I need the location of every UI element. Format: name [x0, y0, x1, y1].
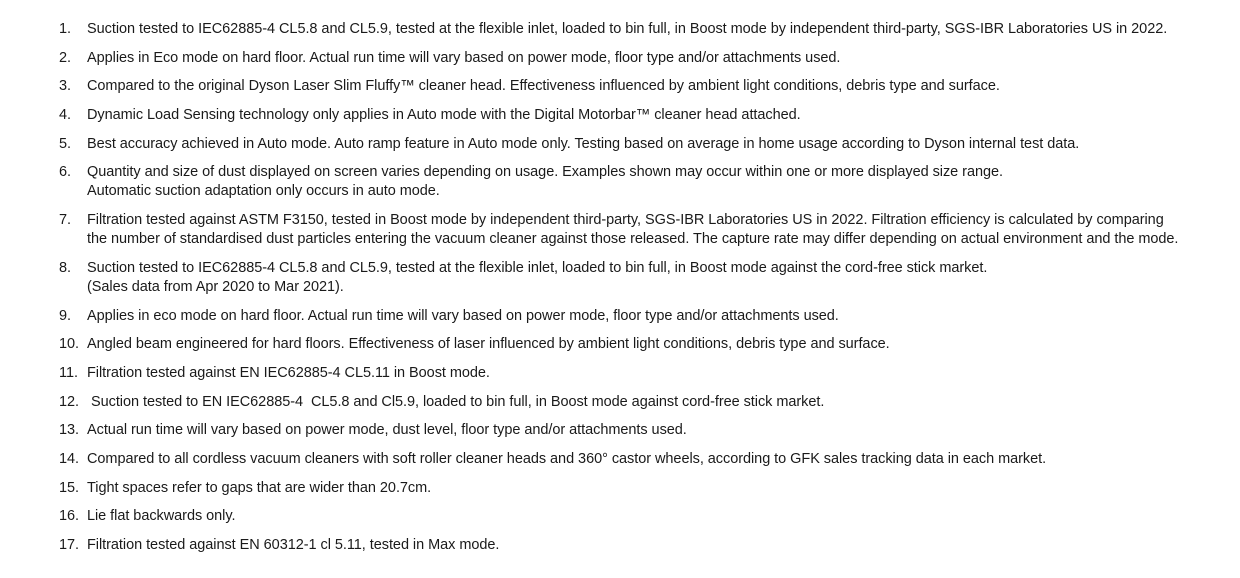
footnote-line: Suction tested to EN IEC62885-4 CL5.8 and Cl5.9, loaded to bin full, in Boost mode against cord-free stick market. — [87, 393, 825, 410]
footnote-line: Angled beam engineered for hard floors. Effectiveness of laser influenced by ambient light conditions, debris type and surface. — [87, 336, 890, 353]
footnote-number: 4. — [59, 107, 71, 124]
footnote-item — [59, 421, 1229, 440]
footnote-number: 8. — [59, 259, 71, 276]
footnote-text — [87, 335, 1229, 354]
footnote-line: Tight spaces refer to gaps that are wider than 20.7cm. — [87, 479, 432, 496]
footnote-number: 7. — [59, 212, 71, 229]
footnote-line: Compared to all cordless vacuum cleaners with soft roller cleaner heads and 360° castor wheels, according to GFK sales tracking data in each market. — [87, 450, 1047, 467]
footnote-line: Applies in eco mode on hard floor. Actual run time will vary based on power mode, floor type and/or attachments used. — [87, 307, 839, 324]
footnote-line: Suction tested to IEC62885-4 CL5.8 and CL5.9, tested at the flexible inlet, loaded to bin full, in Boost mode against the cord-free stick market. — [87, 259, 988, 276]
footnote-text — [87, 211, 1229, 249]
footnote-item — [59, 479, 1229, 498]
footnote-number: 12. — [59, 393, 80, 410]
footnote-line: Automatic suction adaptation only occurs in auto mode. — [87, 183, 440, 200]
footnote-item — [59, 77, 1229, 96]
footnote-text — [87, 364, 1229, 383]
footnote-text — [87, 421, 1229, 440]
footnote-line: Suction tested to IEC62885-4 CL5.8 and CL5.9, tested at the flexible inlet, loaded to bin full, in Boost mode by independent third-party, SGS-IBR Laboratories US in 2022. — [87, 21, 1168, 37]
footnote-item — [59, 259, 1229, 297]
footnote-number: 9. — [59, 307, 71, 324]
footnote-item — [59, 106, 1229, 125]
footnote-line: Filtration tested against ASTM F3150, tested in Boost mode by independent third-party, SGS-IBR Laboratories US in 2022. Filtration efficiency is calculated by comparing — [87, 212, 1164, 229]
footnote-item — [59, 450, 1229, 469]
footnote-item — [59, 335, 1229, 354]
footnote-number: 1. — [59, 21, 71, 37]
footnote-text — [87, 507, 1229, 526]
footnote-item — [59, 163, 1229, 201]
footnote-item — [59, 364, 1229, 383]
footnote-number: 16. — [59, 508, 80, 525]
footnote-line: Dynamic Load Sensing technology only applies in Auto mode with the Digital Motorbar™ cleaner head attached. — [87, 107, 801, 124]
footnote-line: the number of standardised dust particles entering the vacuum cleaner against those released. The capture rate may differ depending on actual environment and the mode. — [87, 231, 1179, 248]
footnote-text — [87, 307, 1229, 326]
footnote-text — [87, 163, 1229, 201]
footnote-line: Best accuracy achieved in Auto mode. Auto ramp feature in Auto mode only. Testing based on average in home usage according to Dyson internal test data. — [87, 135, 1080, 152]
footnote-text — [87, 20, 1229, 39]
footnote-text — [87, 479, 1229, 498]
footnote-item — [59, 49, 1229, 68]
footnote-line: Quantity and size of dust displayed on screen varies depending on usage. Examples shown may occur within one or more displayed size range. — [87, 164, 1003, 181]
footnote-item — [59, 393, 1229, 412]
footnote-item — [59, 536, 1229, 555]
footnote-text — [87, 393, 1229, 412]
footnote-number: 10. — [59, 336, 80, 353]
footnote-line: Filtration tested against EN IEC62885-4 CL5.11 in Boost mode. — [87, 364, 490, 381]
footnote-item — [59, 211, 1229, 249]
footnote-line: Lie flat backwards only. — [87, 508, 236, 525]
footnote-item — [59, 20, 1229, 39]
footnote-line: (Sales data from Apr 2020 to Mar 2021). — [87, 278, 344, 295]
footnote-number: 6. — [59, 164, 71, 181]
footnote-number: 3. — [59, 78, 71, 95]
footnote-number: 14. — [59, 450, 80, 467]
footnote-number: 13. — [59, 422, 80, 439]
footnote-item — [59, 507, 1229, 526]
footnote-text — [87, 135, 1229, 154]
footnote-line: Applies in Eco mode on hard floor. Actual run time will vary based on power mode, floor type and/or attachments used. — [87, 49, 841, 66]
footnote-number: 15. — [59, 479, 80, 496]
footnote-number: 2. — [59, 49, 71, 66]
footnote-text — [87, 106, 1229, 125]
footnote-text — [87, 49, 1229, 68]
footnote-text — [87, 77, 1229, 96]
footnote-line: Compared to the original Dyson Laser Slim Fluffy™ cleaner head. Effectiveness influenced by ambient light conditions, debris type and surface. — [87, 78, 1000, 95]
footnote-item — [59, 307, 1229, 326]
footnote-line: Filtration tested against EN 60312-1 cl 5.11, tested in Max mode. — [87, 537, 500, 553]
footnote-item — [59, 135, 1229, 154]
footnote-number: 5. — [59, 135, 71, 152]
footnote-line: Actual run time will vary based on power mode, dust level, floor type and/or attachments used. — [87, 422, 687, 439]
footnote-number: 11. — [59, 364, 78, 381]
footnote-text — [87, 259, 1229, 297]
footnote-number: 17. — [59, 537, 80, 553]
footnote-text — [87, 536, 1229, 555]
footnotes-list — [59, 20, 1229, 565]
footnote-text — [87, 450, 1229, 469]
